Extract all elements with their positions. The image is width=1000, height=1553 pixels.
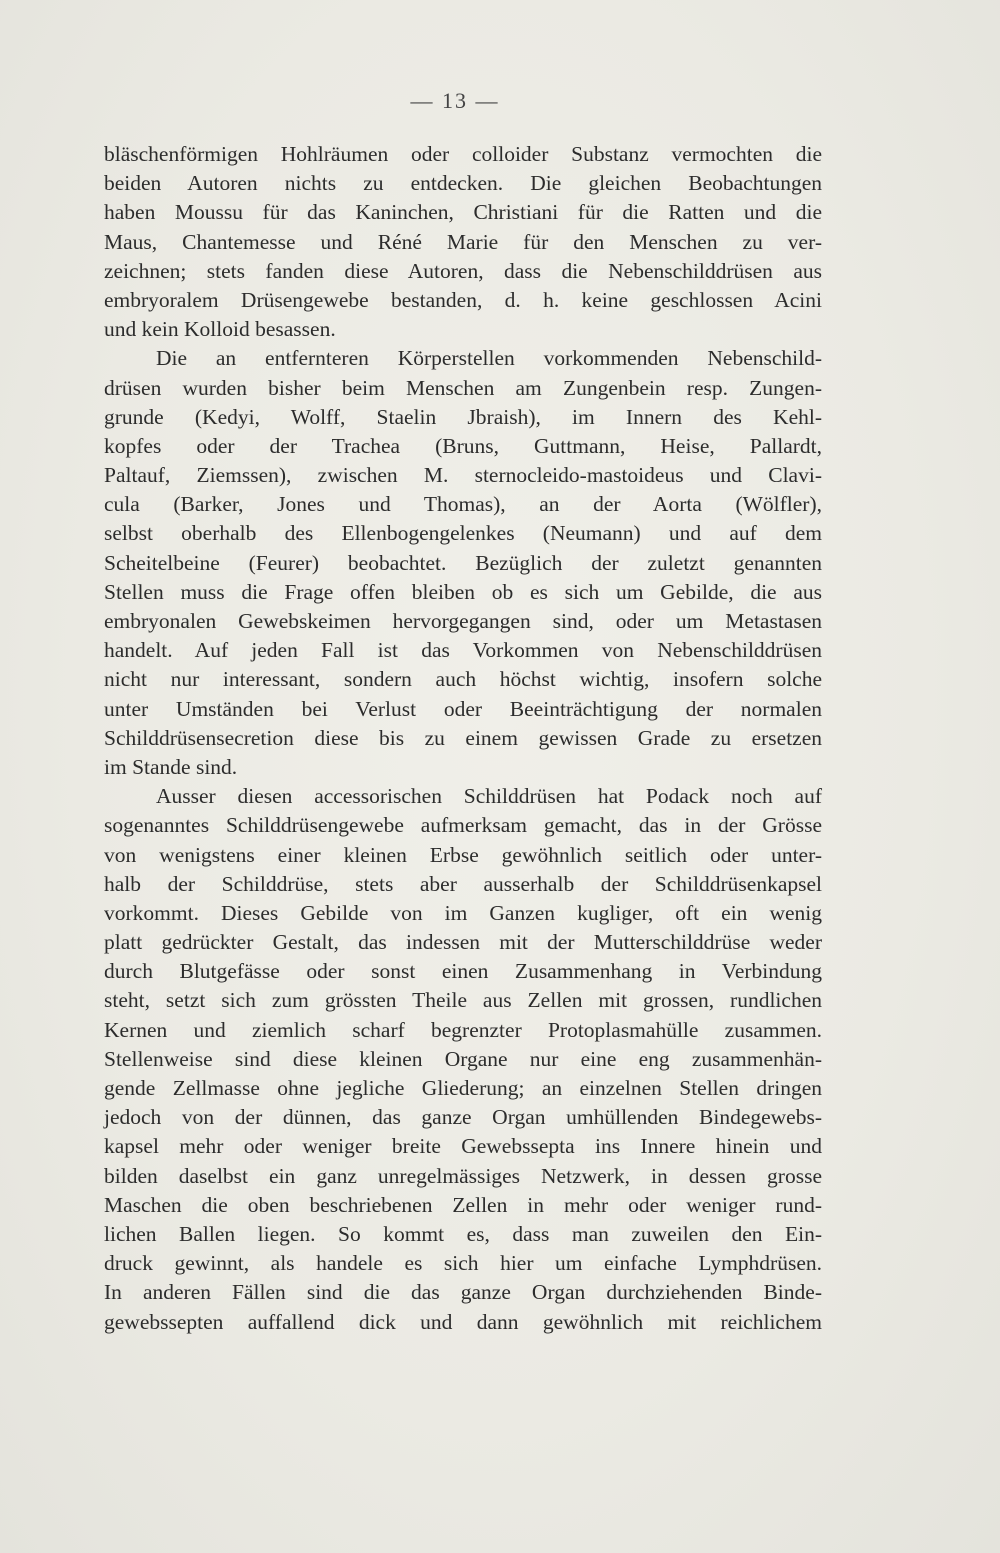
text-line: bläschenförmigen Hohlräumen oder colloider Substanz vermochten die xyxy=(104,142,822,166)
text-line: beiden Autoren nichts zu entdecken. Die gleichen Beobachtungen xyxy=(104,171,822,196)
text-line: unter Umständen bei Verlust oder Beeinträchtigung der normalen xyxy=(104,696,822,721)
text-line: Maschen die oben beschriebenen Zellen in mehr oder weniger rund- xyxy=(104,1192,822,1217)
text-line: durch Blutgefässe oder sonst einen Zusammenhang in Verbindung xyxy=(104,959,822,984)
text-line: cula (Barker, Jones und Thomas), an der Aorta (Wölfler), xyxy=(104,492,822,517)
text-line: haben Moussu für das Kaninchen, Christiani für die Ratten und die xyxy=(104,200,822,225)
text-line: im Stande sind. xyxy=(104,754,238,779)
text-line: jedoch von der dünnen, das ganze Organ umhüllenden Bindegewebs- xyxy=(104,1105,822,1130)
text-line: grunde (Kedyi, Wolff, Staelin Jbraish), im Innern des Kehl- xyxy=(104,404,822,429)
body-text xyxy=(104,140,822,1337)
text-line: vorkommt. Dieses Gebilde von im Ganzen kugliger, oft ein wenig xyxy=(104,900,822,925)
text-line: handelt. Auf jeden Fall ist das Vorkommen von Nebenschilddrüsen xyxy=(104,638,822,663)
text-line: halb der Schilddrüse, stets aber ausserhalb der Schilddrüsenkapsel xyxy=(104,871,822,896)
text-line: zeichnen; stets fanden diese Autoren, dass die Nebenschilddrüsen aus xyxy=(104,258,822,283)
text-line: Stellen muss die Frage offen bleiben ob es sich um Gebilde, die aus xyxy=(104,579,822,604)
text-line: Paltauf, Ziemssen), zwischen M. sternocleido-mastoideus und Clavi- xyxy=(104,463,822,488)
text-line: Schilddrüsensecretion diese bis zu einem gewissen Grade zu ersetzen xyxy=(104,725,822,750)
text-line: platt gedrückter Gestalt, das indessen mit der Mutterschilddrüse weder xyxy=(104,930,822,955)
text-line: Maus, Chantemesse und Réné Marie für den Menschen zu ver- xyxy=(104,229,822,254)
text-line: Kernen und ziemlich scharf begrenzter Protoplasmahülle zusammen. xyxy=(104,1017,822,1042)
text-line: druck gewinnt, als handele es sich hier um einfache Lymphdrüsen. xyxy=(104,1251,822,1276)
text-line: bilden daselbst ein ganz unregelmässiges Netzwerk, in dessen grosse xyxy=(104,1163,822,1188)
text-line: gewebssepten auffallend dick und dann gewöhnlich mit reichlichem xyxy=(104,1309,822,1334)
text-line: Scheitelbeine (Feurer) beobachtet. Bezüglich der zuletzt genannten xyxy=(104,550,822,575)
text-line: embryonalen Gewebskeimen hervorgegangen sind, oder um Metastasen xyxy=(104,609,822,633)
text-line: embryoralem Drüsengewebe bestanden, d. h. keine geschlossen Acini xyxy=(104,287,822,312)
text-line: von wenigstens einer kleinen Erbse gewöhnlich seitlich oder unter- xyxy=(104,842,822,867)
text-line: kapsel mehr oder weniger breite Gewebssepta ins Innere hinein und xyxy=(104,1134,822,1159)
text-line: Ausser diesen accessorischen Schilddrüsen hat Podack noch auf xyxy=(156,784,822,809)
text-line: gende Zellmasse ohne jegliche Gliederung; an einzelnen Stellen dringen xyxy=(104,1076,822,1100)
text-line: Die an entfernteren Körperstellen vorkommenden Nebenschild- xyxy=(156,346,822,371)
text-line: selbst oberhalb des Ellenbogengelenkes (Neumann) und auf dem xyxy=(104,521,822,546)
text-line: und kein Kolloid besassen. xyxy=(104,317,336,342)
text-line: Stellenweise sind diese kleinen Organe nur eine eng zusammenhän- xyxy=(104,1046,822,1071)
text-line: drüsen wurden bisher beim Menschen am Zungenbein resp. Zungen- xyxy=(104,375,822,400)
text-line: sogenanntes Schilddrüsengewebe aufmerksam gemacht, das in der Grösse xyxy=(104,813,822,838)
text-line: lichen Ballen liegen. So kommt es, dass man zuweilen den Ein- xyxy=(104,1221,822,1246)
page-number: — 13 — xyxy=(410,88,500,113)
text-line: kopfes oder der Trachea (Bruns, Guttmann, Heise, Pallardt, xyxy=(104,433,822,458)
text-line: steht, setzt sich zum grössten Theile aus Zellen mit grossen, rundlichen xyxy=(104,988,822,1013)
text-line: In anderen Fällen sind die das ganze Organ durchziehenden Binde- xyxy=(104,1280,822,1305)
text-line: nicht nur interessant, sondern auch höchst wichtig, insofern solche xyxy=(104,667,822,692)
